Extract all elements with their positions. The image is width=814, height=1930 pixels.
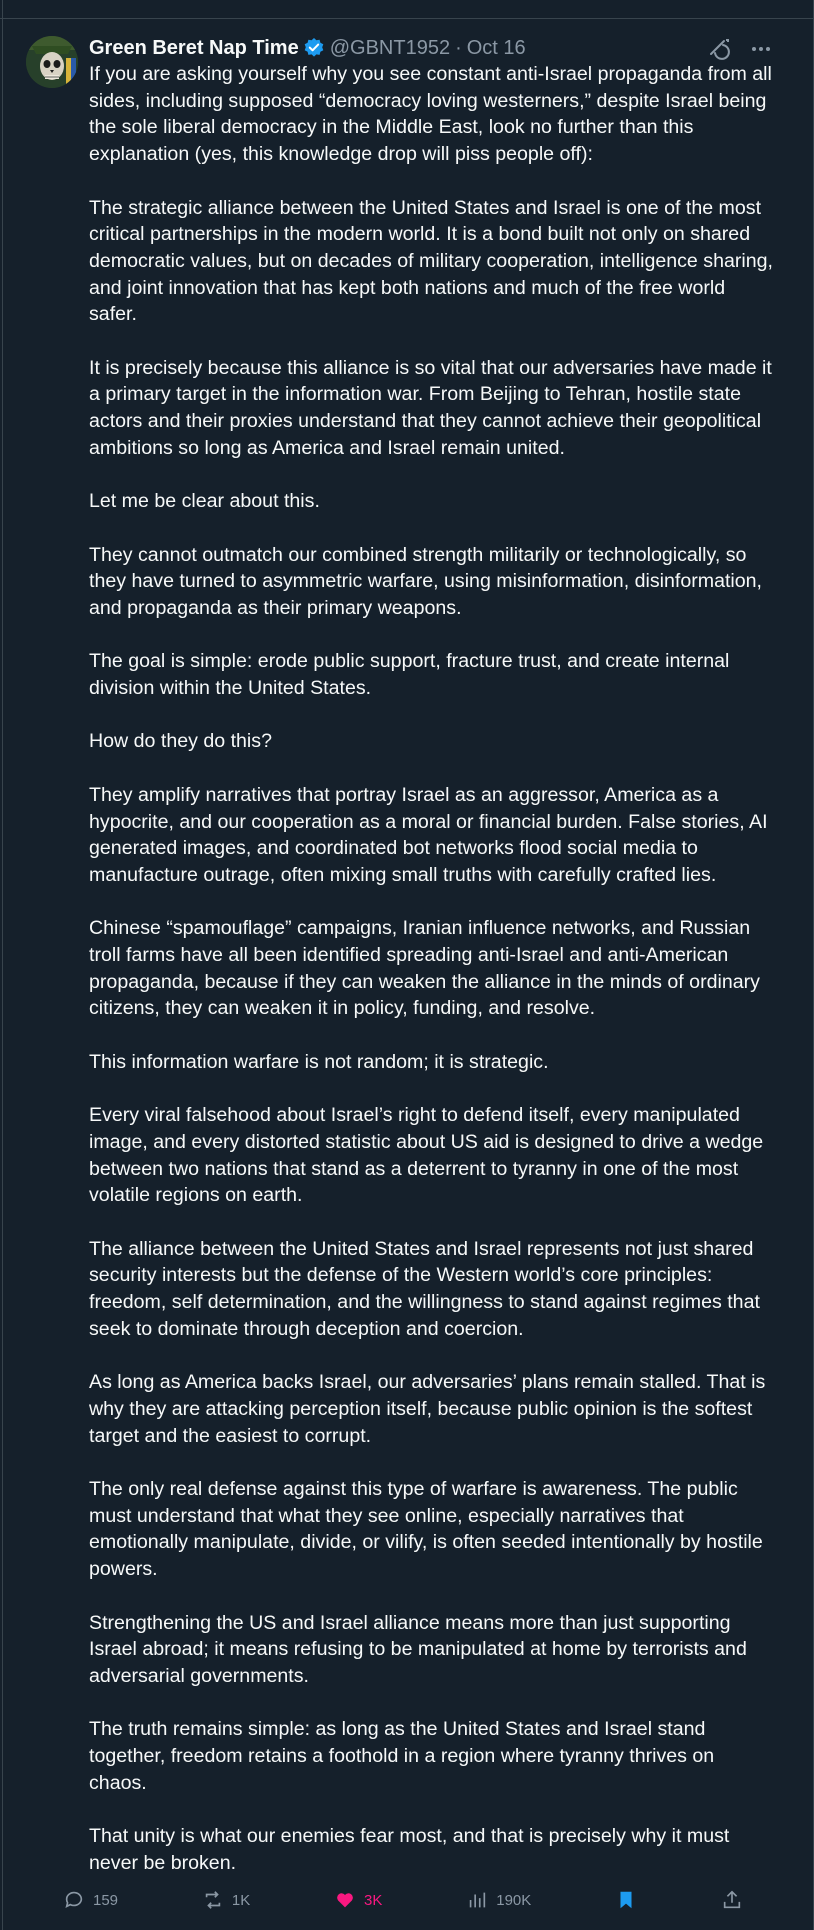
top-divider [0,18,814,19]
left-border [2,0,3,1930]
tweet-paragraph: If you are asking yourself why you see constant anti-Israel propaganda from all sides, including supposed “democracy loving westerners,” despite Israel being the sole liberal democracy in the Middle East, look no further than this explanation (yes, this knowledge drop will piss people off): [89,63,772,166]
tweet-paragraph: Let me be clear about this. [89,490,320,513]
tweet-paragraph: How do they do this? [89,730,272,753]
bookmark-icon [615,1889,637,1911]
views-button[interactable] [466,1889,531,1911]
like-button[interactable] [334,1889,382,1911]
repost-icon [202,1889,224,1911]
tweet-paragraph: Every viral falsehood about Israel’s right to defend itself, every manipulated image, and every distorted statistic about US aid is designed to drive a wedge between two nations that stand as a deterrent to tyranny in one of the most volatile regions on earth. [89,1104,764,1207]
heart-icon [334,1889,356,1911]
tweet-header [89,36,774,60]
tweet-content [89,36,774,1877]
reply-button[interactable] [63,1889,118,1911]
share-icon [721,1889,743,1911]
header-separator: · [455,37,462,59]
like-count: 3K [364,1891,383,1909]
bookmark-button[interactable] [615,1889,637,1911]
tweet-paragraph: This information warfare is not random; it is strategic. [89,1050,549,1073]
share-button[interactable] [721,1889,743,1911]
author-name[interactable]: Green Beret Nap Time [89,37,299,59]
tweet-paragraph: They cannot outmatch our combined strength militarily or technologically, so they have turned to asymmetric warfare, using misinformation, disinformation, and propaganda as their primary weapons. [89,543,762,619]
avatar[interactable] [26,36,78,88]
tweet-paragraph: The only real defense against this type of warfare is awareness. The public must understand that what they see online, especially narratives that emotionally manipulate, divide, or vilify, is often seeded intentionally by hostile powers. [89,1478,763,1581]
tweet-paragraph: That unity is what our enemies fear most, and that is precisely why it must never be broken. [89,1825,730,1874]
views-icon [466,1889,488,1911]
tweet-paragraph: As long as America backs Israel, our adversaries’ plans remain stalled. That is why they are attacking perception itself, because public opinion is the softest target and the easiest to corrupt. [89,1371,766,1447]
tweet-paragraph: Strengthening the US and Israel alliance means more than just supporting Israel abroad; it means refusing to be manipulated at home by terrorists and adversarial governments. [89,1611,747,1687]
reply-icon [63,1889,85,1911]
tweet-paragraph: The goal is simple: erode public support, fracture trust, and create internal division within the United States. [89,650,730,700]
tweet-paragraph: Chinese “spamouflage” campaigns, Iranian influence networks, and Russian troll farms have all been identified spreading anti-Israel and anti-American propaganda, because if they can weaken the alliance in the minds of ordinary citizens, they can weaken it in policy, funding, and resolve. [89,917,760,1020]
tweet-paragraph: The strategic alliance between the United States and Israel is one of the most critical partnerships in the modern world. It is a bond built not only on shared democratic values, but on decades of military cooperation, intelligence sharing, and joint innovation that has kept both nations and much of the free world safer. [89,196,773,326]
reply-count: 159 [93,1891,119,1909]
verified-badge-icon [303,37,325,59]
tweet-date[interactable]: Oct 16 [466,37,526,59]
tweet-paragraph: The alliance between the United States and Israel represents not just shared security interests but the defense of the Western world’s core principles: freedom, self determination, and the willingness to stand against regimes that seek to dominate through deception and coercion. [89,1237,760,1340]
tweet-paragraph: It is precisely because this alliance is so vital that our adversaries have made it a primary target in the information war. From Beijing to Tehran, hostile state actors and their proxies understand that they cannot achieve their geopolitical ambitions so long as America and Israel remain united. [89,356,772,459]
more-icon[interactable] [748,36,774,62]
grok-icon[interactable] [706,36,732,62]
tweet-text [89,61,774,1877]
tweet-paragraph: They amplify narratives that portray Israel as an aggressor, America as a hypocrite, and our cooperation as a moral or financial burden. False stories, AI generated images, and coordinated bot networks flood social media to manufacture outrage, often mixing small truths with carefully crafted lies. [89,783,768,886]
tweet-actions [63,1880,743,1920]
repost-count: 1K [231,1891,251,1909]
header-icons [706,36,774,62]
repost-button[interactable] [202,1889,250,1911]
views-count: 190K [496,1891,532,1909]
author-handle[interactable]: @GBNT1952 [329,37,451,59]
tweet-paragraph: The truth remains simple: as long as the United States and Israel stand together, freedom retains a foothold in a region where tyranny thrives on chaos. [89,1718,715,1794]
